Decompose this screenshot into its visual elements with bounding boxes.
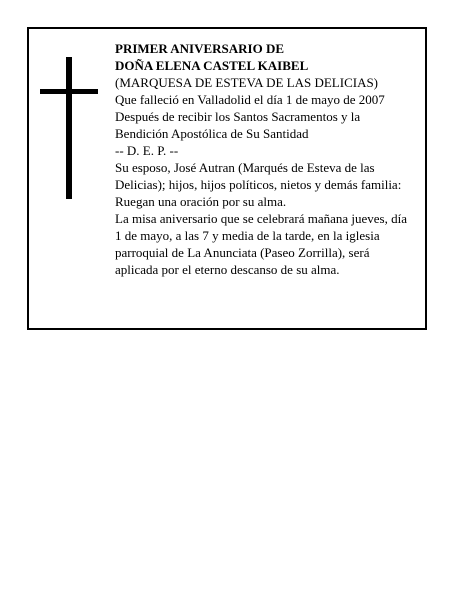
deceased-name: DOÑA ELENA CASTEL KAIBEL <box>115 58 309 73</box>
mass-line-3: parroquial de La Anunciata (Paseo Zorrilla), será <box>115 245 370 260</box>
prayer-request: Ruegan una oración por su alma. <box>115 194 287 209</box>
rest-in-peace-line: -- D. E. P. -- <box>115 143 179 158</box>
mass-line-2: 1 de mayo, a las 7 y media de la tarde, en la iglesia <box>115 228 380 243</box>
death-date-line: Que falleció en Valladolid el día 1 de mayo de 2007 <box>115 92 385 107</box>
family-line-1: Su esposo, José Autran (Marqués de Esteva de las <box>115 160 375 175</box>
family-line-2: Delicias); hijos, hijos políticos, nietos y demás familia: <box>115 177 402 192</box>
mass-line-4: aplicada por el eterno descanso de su alma. <box>115 262 340 277</box>
cross-vertical-bar <box>66 57 72 199</box>
mass-line-1: La misa aniversario que se celebrará mañana jueves, día <box>115 211 407 226</box>
cross-horizontal-bar <box>40 89 98 94</box>
noble-title: (MARQUESA DE ESTEVA DE LAS DELICIAS) <box>115 75 379 90</box>
obituary-notice <box>27 27 427 330</box>
blessing-line: Bendición Apostólica de Su Santidad <box>115 126 309 141</box>
sacraments-line: Después de recibir los Santos Sacramentos y la <box>115 109 361 124</box>
notice-text <box>115 40 419 278</box>
notice-title: PRIMER ANIVERSARIO DE <box>115 41 285 56</box>
latin-cross-icon <box>40 57 98 199</box>
